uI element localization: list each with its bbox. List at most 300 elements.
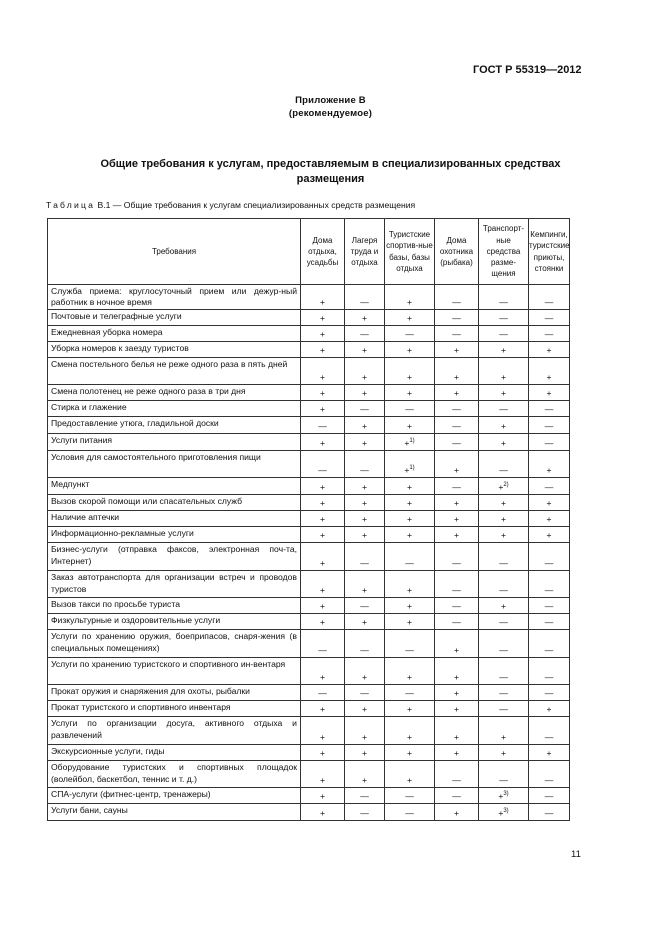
- value-cell: [345, 434, 385, 451]
- value-cell: [301, 527, 345, 543]
- value-mark: +: [319, 617, 326, 628]
- value-mark: +: [319, 345, 326, 356]
- value-cell: [479, 417, 529, 434]
- value-mark: +: [319, 808, 326, 819]
- value-cell: [479, 543, 529, 571]
- value-cell: [529, 630, 570, 658]
- value-cell: [301, 385, 345, 401]
- value-mark: —: [544, 688, 554, 699]
- value-cell: [385, 511, 435, 527]
- value-mark: +: [546, 704, 552, 715]
- value-cell: [479, 451, 529, 478]
- title-line-1: Общие требования к услугам, предоставляемым в специализированных средствах: [100, 158, 561, 170]
- value-mark: —: [360, 791, 369, 802]
- value-mark: +: [319, 601, 326, 612]
- value-cell: [345, 685, 385, 701]
- value-mark: +: [319, 388, 326, 399]
- value-cell: [529, 761, 570, 788]
- value-cell: [385, 745, 435, 761]
- value-mark: +: [361, 704, 368, 715]
- value-mark: —: [405, 558, 414, 569]
- value-cell: [529, 543, 570, 571]
- value-cell: [435, 342, 479, 358]
- value-cell: [345, 598, 385, 614]
- value-cell: [385, 701, 435, 717]
- value-cell: [529, 804, 570, 821]
- value-cell: [479, 804, 529, 821]
- value-cell: [301, 511, 345, 527]
- value-cell: [385, 788, 435, 804]
- value-mark: +: [453, 372, 460, 383]
- requirement-cell: Почтовые и телеграфные услуги: [48, 310, 301, 326]
- value-cell: [435, 511, 479, 527]
- value-cell: [479, 598, 529, 614]
- value-mark: +: [406, 748, 413, 759]
- value-cell: [435, 451, 479, 478]
- value-cell: [479, 385, 529, 401]
- value-cell: [479, 761, 529, 788]
- value-mark: +: [361, 498, 368, 509]
- value-mark: +: [406, 388, 413, 399]
- table-row: [48, 310, 570, 326]
- table-row: [48, 434, 570, 451]
- value-mark: +: [319, 404, 326, 415]
- value-mark: +: [498, 808, 504, 819]
- value-cell: [529, 310, 570, 326]
- value-cell: [479, 326, 529, 342]
- value-mark: +: [406, 617, 413, 628]
- value-mark: +: [453, 514, 460, 525]
- value-cell: [529, 401, 570, 417]
- value-cell: [529, 495, 570, 511]
- value-mark: +: [500, 601, 507, 612]
- value-mark: —: [499, 313, 508, 324]
- value-cell: [345, 761, 385, 788]
- value-cell: [301, 417, 345, 434]
- value-cell: [301, 326, 345, 342]
- table-row: [48, 701, 570, 717]
- value-mark: —: [405, 404, 414, 415]
- value-mark: +: [319, 791, 326, 802]
- value-mark: —: [499, 688, 508, 699]
- value-cell: [301, 614, 345, 630]
- value-cell: [345, 401, 385, 417]
- table-row: [48, 358, 570, 385]
- value-cell: [435, 434, 479, 451]
- value-cell: [345, 630, 385, 658]
- value-cell: [435, 701, 479, 717]
- value-mark: +: [498, 791, 504, 802]
- value-cell: [435, 401, 479, 417]
- value-mark: —: [499, 404, 508, 415]
- table-row: [48, 543, 570, 571]
- value-cell: [301, 598, 345, 614]
- value-cell: [385, 614, 435, 630]
- value-cell: [345, 385, 385, 401]
- value-mark: +: [453, 345, 460, 356]
- table-header-row: [48, 219, 570, 285]
- value-mark: +: [319, 498, 326, 509]
- value-mark: +: [404, 465, 410, 476]
- value-cell: [529, 478, 570, 495]
- table-row: [48, 417, 570, 434]
- value-cell: [479, 511, 529, 527]
- value-mark: +: [500, 732, 507, 743]
- value-cell: [479, 342, 529, 358]
- value-mark: —: [544, 732, 554, 743]
- value-cell: [385, 451, 435, 478]
- value-mark: +: [361, 748, 368, 759]
- value-cell: [385, 685, 435, 701]
- value-cell: [345, 285, 385, 310]
- value-mark: +: [406, 421, 413, 432]
- value-mark: +: [406, 498, 413, 509]
- value-mark: +: [500, 514, 507, 525]
- value-cell: [345, 717, 385, 745]
- value-mark: —: [544, 482, 554, 493]
- value-mark: +: [406, 482, 413, 493]
- value-mark: +: [361, 617, 368, 628]
- value-cell: [301, 495, 345, 511]
- value-cell: [479, 701, 529, 717]
- value-cell: [345, 614, 385, 630]
- value-mark: —: [360, 465, 369, 476]
- value-mark: —: [405, 808, 414, 819]
- value-cell: [385, 630, 435, 658]
- value-mark: +: [361, 732, 368, 743]
- value-cell: [529, 385, 570, 401]
- footnote-mark: 3): [503, 791, 509, 798]
- value-cell: [479, 614, 529, 630]
- value-mark: —: [499, 558, 508, 569]
- value-mark: +: [453, 465, 460, 476]
- column-header-requirements: Требования: [48, 219, 301, 285]
- value-mark: +: [406, 313, 413, 324]
- value-cell: [529, 326, 570, 342]
- table-row: [48, 478, 570, 495]
- requirement-cell: Услуги по организации досуга, активного отдыха и развлечений: [48, 717, 301, 745]
- value-cell: [435, 761, 479, 788]
- value-mark: —: [405, 645, 414, 656]
- value-cell: [529, 342, 570, 358]
- value-mark: —: [452, 404, 461, 415]
- requirement-cell: Наличие аптечки: [48, 511, 301, 527]
- value-cell: [479, 658, 529, 685]
- value-cell: [435, 417, 479, 434]
- value-mark: +: [361, 482, 368, 493]
- table-caption-prefix: Таблица: [46, 200, 96, 210]
- value-mark: +: [361, 313, 368, 324]
- value-mark: +: [319, 732, 326, 743]
- value-mark: +: [406, 297, 413, 308]
- value-cell: [345, 571, 385, 598]
- table-row: [48, 598, 570, 614]
- value-mark: —: [499, 672, 508, 683]
- value-mark: —: [544, 421, 554, 432]
- value-mark: +: [406, 732, 413, 743]
- value-mark: +: [453, 388, 460, 399]
- value-cell: [479, 717, 529, 745]
- value-cell: [301, 717, 345, 745]
- value-mark: —: [452, 585, 461, 596]
- value-cell: [301, 342, 345, 358]
- value-mark: +: [453, 732, 460, 743]
- value-cell: [435, 717, 479, 745]
- value-mark: —: [544, 313, 554, 324]
- value-mark: +: [319, 313, 326, 324]
- value-mark: +: [406, 345, 413, 356]
- value-mark: —: [405, 791, 414, 802]
- value-mark: —: [360, 558, 369, 569]
- value-mark: +: [498, 482, 504, 493]
- value-mark: —: [544, 329, 554, 340]
- value-cell: [529, 701, 570, 717]
- value-cell: [301, 571, 345, 598]
- value-mark: +: [319, 775, 326, 786]
- value-cell: [301, 478, 345, 495]
- value-mark: +: [361, 388, 368, 399]
- value-mark: —: [499, 329, 508, 340]
- requirement-cell: Служба приема: круглосуточный прием или дежур-ный работник в ночное время: [48, 285, 301, 310]
- value-cell: [345, 511, 385, 527]
- requirement-cell: Вызов скорой помощи или спасательных служб: [48, 495, 301, 511]
- value-mark: +: [406, 601, 413, 612]
- value-cell: [479, 685, 529, 701]
- value-mark: +: [319, 297, 326, 308]
- value-mark: +: [453, 808, 460, 819]
- table-caption: [46, 200, 415, 210]
- value-mark: —: [544, 645, 554, 656]
- value-mark: —: [452, 482, 461, 493]
- value-cell: [435, 658, 479, 685]
- column-header-6: Кемпинги, туристские приюты, стоянки: [529, 219, 570, 285]
- value-cell: [529, 285, 570, 310]
- requirement-cell: Бизнес-услуги (отправка факсов, электронная поч-та, Интернет): [48, 543, 301, 571]
- value-cell: [435, 630, 479, 658]
- value-cell: [529, 434, 570, 451]
- value-mark: —: [452, 601, 461, 612]
- requirement-cell: Прокат туристского и спортивного инвентаря: [48, 701, 301, 717]
- value-cell: [345, 417, 385, 434]
- value-mark: —: [499, 465, 508, 476]
- value-cell: [345, 788, 385, 804]
- value-mark: +: [361, 438, 368, 449]
- value-cell: [435, 285, 479, 310]
- value-mark: +: [546, 372, 552, 383]
- column-header-4: Дома охотника (рыбака): [435, 219, 479, 285]
- value-cell: [385, 358, 435, 385]
- value-mark: +: [546, 345, 552, 356]
- value-cell: [301, 543, 345, 571]
- value-cell: [479, 358, 529, 385]
- table-row: [48, 285, 570, 310]
- value-cell: [435, 358, 479, 385]
- value-mark: +: [500, 388, 507, 399]
- value-mark: +: [319, 704, 326, 715]
- value-cell: [529, 614, 570, 630]
- value-cell: [301, 761, 345, 788]
- value-mark: —: [360, 329, 369, 340]
- value-mark: —: [452, 775, 461, 786]
- value-mark: —: [499, 617, 508, 628]
- value-mark: —: [544, 404, 554, 415]
- value-cell: [385, 804, 435, 821]
- value-mark: +: [406, 704, 413, 715]
- requirement-cell: Прокат оружия и снаряжения для охоты, рыбалки: [48, 685, 301, 701]
- table-row: [48, 511, 570, 527]
- value-mark: —: [544, 808, 554, 819]
- value-cell: [301, 745, 345, 761]
- value-mark: +: [319, 329, 326, 340]
- value-cell: [479, 310, 529, 326]
- value-cell: [385, 527, 435, 543]
- value-cell: [301, 788, 345, 804]
- requirement-cell: Уборка номеров к заезду туристов: [48, 342, 301, 358]
- requirements-table: [47, 218, 570, 821]
- footnote-mark: 2): [503, 482, 509, 489]
- value-cell: [479, 401, 529, 417]
- value-mark: +: [361, 421, 368, 432]
- value-mark: +: [361, 672, 368, 683]
- value-mark: +: [453, 498, 460, 509]
- value-mark: —: [499, 297, 508, 308]
- value-cell: [435, 310, 479, 326]
- value-cell: [529, 788, 570, 804]
- value-mark: +: [453, 645, 460, 656]
- value-mark: —: [499, 775, 508, 786]
- value-mark: +: [404, 438, 410, 449]
- value-mark: —: [499, 585, 508, 596]
- value-mark: —: [452, 421, 461, 432]
- value-cell: [435, 804, 479, 821]
- value-mark: +: [406, 514, 413, 525]
- value-cell: [345, 701, 385, 717]
- value-mark: +: [319, 585, 326, 596]
- requirement-cell: Услуги по хранению оружия, боеприпасов, снаря-жения (в специальных помещениях): [48, 630, 301, 658]
- value-cell: [385, 401, 435, 417]
- value-mark: +: [500, 345, 507, 356]
- value-mark: +: [453, 530, 460, 541]
- value-mark: +: [500, 372, 507, 383]
- requirement-cell: Предоставление утюга, гладильной доски: [48, 417, 301, 434]
- value-cell: [435, 614, 479, 630]
- value-cell: [479, 745, 529, 761]
- requirement-cell: Заказ автотранспорта для организации встреч и проводов туристов: [48, 571, 301, 598]
- value-mark: —: [544, 672, 554, 683]
- value-cell: [435, 745, 479, 761]
- value-mark: +: [319, 672, 326, 683]
- column-header-5: Транспорт-ные средства разме-щения: [479, 219, 529, 285]
- footnote-mark: 1): [409, 438, 415, 445]
- value-cell: [529, 527, 570, 543]
- value-cell: [479, 434, 529, 451]
- table-row: [48, 495, 570, 511]
- value-mark: +: [546, 748, 552, 759]
- value-cell: [385, 598, 435, 614]
- requirement-cell: Стирка и глажение: [48, 401, 301, 417]
- value-mark: +: [453, 704, 460, 715]
- value-cell: [435, 598, 479, 614]
- value-mark: +: [319, 438, 326, 449]
- value-mark: —: [544, 438, 554, 449]
- value-cell: [345, 658, 385, 685]
- value-cell: [385, 417, 435, 434]
- value-mark: +: [453, 672, 460, 683]
- value-cell: [345, 342, 385, 358]
- value-cell: [435, 495, 479, 511]
- value-cell: [385, 658, 435, 685]
- value-cell: [479, 571, 529, 598]
- value-cell: [435, 788, 479, 804]
- value-cell: [529, 745, 570, 761]
- value-mark: —: [318, 688, 327, 699]
- value-cell: [529, 685, 570, 701]
- value-mark: +: [361, 585, 368, 596]
- table-row: [48, 685, 570, 701]
- table-row: [48, 658, 570, 685]
- value-cell: [385, 385, 435, 401]
- table-row: [48, 342, 570, 358]
- value-cell: [385, 310, 435, 326]
- requirement-cell: Смена полотенец не реже одного раза в три дня: [48, 385, 301, 401]
- table-row: [48, 804, 570, 821]
- value-cell: [529, 417, 570, 434]
- requirement-cell: Смена постельного белья не реже одного раза в пять дней: [48, 358, 301, 385]
- value-mark: —: [360, 404, 369, 415]
- value-mark: —: [360, 601, 369, 612]
- value-mark: —: [405, 329, 414, 340]
- value-mark: +: [500, 530, 507, 541]
- value-mark: —: [452, 297, 461, 308]
- requirement-cell: Услуги бани, сауны: [48, 804, 301, 821]
- value-mark: +: [319, 748, 326, 759]
- table-row: [48, 527, 570, 543]
- table-row: [48, 745, 570, 761]
- table-row: [48, 326, 570, 342]
- value-mark: —: [452, 438, 461, 449]
- value-mark: —: [544, 297, 554, 308]
- requirement-cell: Медпункт: [48, 478, 301, 495]
- appendix-heading: [0, 94, 661, 120]
- value-cell: [385, 478, 435, 495]
- value-mark: —: [405, 688, 414, 699]
- value-mark: +: [406, 585, 413, 596]
- page-number: 11: [571, 849, 581, 860]
- value-cell: [301, 401, 345, 417]
- value-mark: —: [544, 617, 554, 628]
- value-cell: [385, 434, 435, 451]
- value-cell: [301, 804, 345, 821]
- value-cell: [529, 658, 570, 685]
- value-cell: [435, 571, 479, 598]
- value-mark: —: [452, 791, 461, 802]
- value-cell: [345, 527, 385, 543]
- value-cell: [385, 342, 435, 358]
- value-cell: [435, 478, 479, 495]
- value-cell: [301, 285, 345, 310]
- value-cell: [345, 745, 385, 761]
- value-cell: [529, 717, 570, 745]
- value-cell: [435, 527, 479, 543]
- value-cell: [529, 451, 570, 478]
- column-header-3: Туристские спортив-ные базы, базы отдыха: [385, 219, 435, 285]
- value-mark: +: [546, 514, 552, 525]
- value-mark: +: [319, 482, 326, 493]
- value-cell: [385, 571, 435, 598]
- title-line-2: размещения: [296, 173, 365, 185]
- value-mark: +: [406, 775, 413, 786]
- value-mark: +: [319, 372, 326, 383]
